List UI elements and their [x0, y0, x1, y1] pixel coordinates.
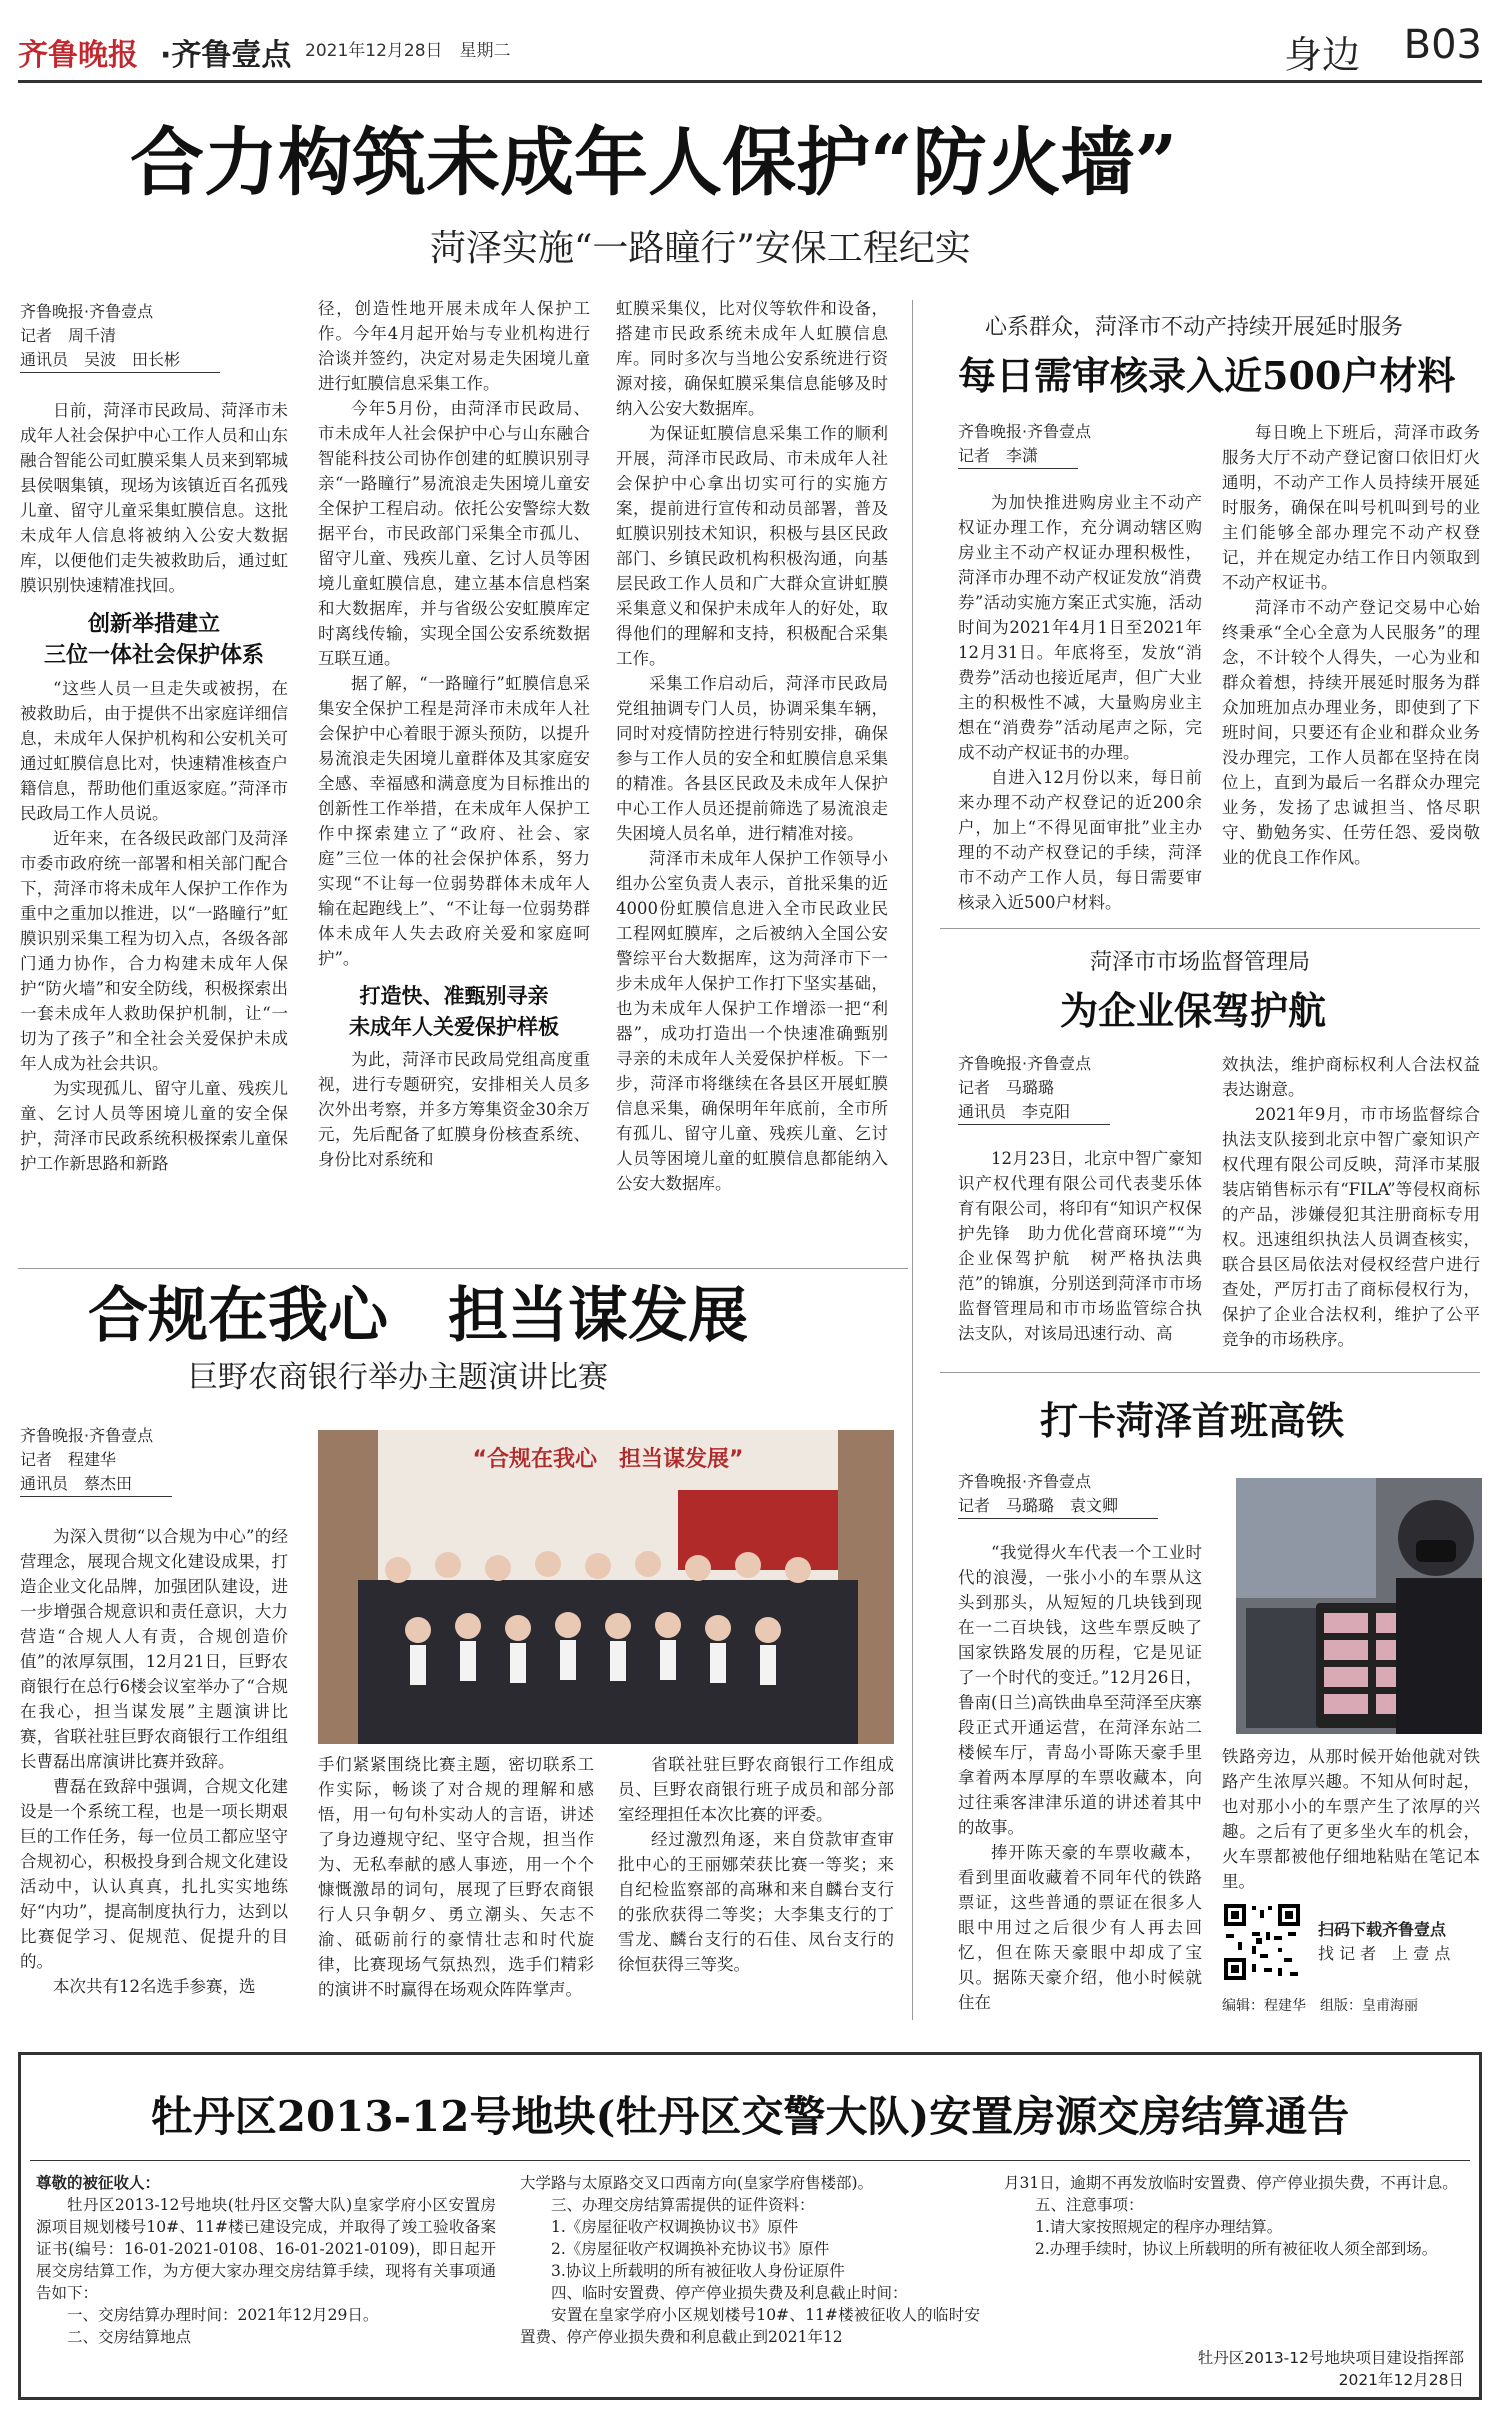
paragraph: “我觉得火车代表一个工业时代的浪漫，一张小小的车票从这头到那头，从短短的几块钱到现在一二百块钱，这些车票反映了国家铁路发展的历程，它是见证了一个时代的变迁。”12月26日，鲁南(日兰)高铁曲阜至菏泽至庆寨段正式开通运营，在菏泽东站二楼候车厅，青岛小哥陈天豪手里拿着两本厚厚的车票收藏本，向过往乘客津津乐道的讲述着其中的故事。: [958, 1543, 1202, 1837]
section-divider: [18, 1268, 908, 1269]
section-divider: [940, 928, 1480, 929]
qr-code[interactable]: [1222, 1902, 1302, 1982]
story2-byline: [958, 420, 1208, 469]
paragraph: 为此，菏泽市民政局党组高度重视，进行专题研究，安排相关人员多次外出考察，并多方筹集资金30余万元，先后配备了虹膜身份核查系统、身份比对系统和: [318, 1050, 590, 1169]
story2-col2: [1222, 420, 1480, 870]
story1-subhead2a: 打造快、准甄别寻亲: [359, 983, 549, 1008]
paragraph: 据了解，“一路瞳行”虹膜信息采集安全保护工程是菏泽市未成年人社会保护中心着眼于源头预防，以提升易流浪走失困境儿童群体及其家庭安全感、幸福感和满意度为目标推出的创新性工作举措，在未成年人保护工作中探索建立了“政府、社会、家庭”三位一体的社会保护体系，努力实现“不让每一位弱势群体未成年人输在起跑线上”、“不让每一位弱势群体未成年人失去政府关爱和家庭呵护”。: [318, 674, 590, 968]
paragraph: 2.办理手续时，协议上所载明的所有被征收人须全部到场。: [1035, 2240, 1438, 2258]
story3-title: 为企业保驾护航: [1060, 988, 1327, 1033]
paragraph: 经过激烈角逐，来自贷款审查审批中心的王丽娜荣获比赛一等奖；来自纪检监察部的高琳和来自麟台支行的张欣获得二等奖；大李集支行的丁雪龙、麟台支行的石佳、凤台支行的徐恒获得三等奖。: [618, 1830, 894, 1974]
story4-title: 打卡菏泽首班高铁: [1040, 1398, 1345, 1443]
qr-label: 扫码下载齐鲁壹点: [1318, 1920, 1447, 1939]
story2-col1: [958, 490, 1202, 915]
story2-kicker: 心系群众，菏泽市不动产持续开展延时服务: [985, 315, 1404, 340]
story4-col2: [1222, 1744, 1480, 1894]
story1-byline: [20, 300, 290, 373]
paragraph: 月31日，逾期不再发放临时安置费、停产停业损失费，不再计息。: [1004, 2174, 1458, 2192]
notice-divider: [30, 2160, 1470, 2161]
byline-source: 齐鲁晚报·齐鲁壹点: [958, 1472, 1092, 1491]
paragraph: 菏泽市不动产登记交易中心始终秉承“全心全意为人民服务”的理念，不计较个人得失，一心为业和群众着想，持续开展延时服务为群众加班加点办理业务，即使到了下班时间，只要还有企业和群众业务没办理完，工作人员都在坚持在岗位上，直到为最后一名群众办理完业务，发扬了忠诚担当、恪尽职守、勤勉务实、任劳任怨、爱岗敬业的优良工作作风。: [1222, 598, 1480, 867]
paragraph: 为保证虹膜信息采集工作的顺利开展，菏泽市民政局、市未成年人社会保护中心拿出切实可行的实施方案，提前进行宣传和动员部署，普及虹膜识别技术知识，积极与县区民政部门、乡镇民政机构积极沟通，向基层民政工作人员和广大群众宣讲虹膜采集意义和保护未成年人的好处，取得他们的理解和支持，积极配合采集工作。: [616, 424, 888, 668]
notice-salutation: 尊敬的被征收人：: [36, 2173, 161, 2192]
paragraph: 12月23日，北京中智广豪知识产权代理有限公司代表斐乐体育有限公司，将印有“知识产权保护先锋 助力优化营商环境”“为企业保驾护航 树严格执法典范”的锦旗，分别送到菏泽市市场监督管理局和市市场监管综合执法支队，对该局迅速行动、高: [958, 1149, 1202, 1343]
paragraph: 铁路旁边，从那时候开始他就对铁路产生浓厚兴趣。不知从何时起，也对那小小的车票产生了浓厚的兴趣。之后有了更多坐火车的机会，火车票都被他仔细地粘贴在笔记本里。: [1222, 1747, 1480, 1891]
story4-col1: [958, 1540, 1202, 2015]
paragraph: 效执法，维护商标权利人合法权益表达谢意。: [1222, 1055, 1480, 1099]
page-number: B03: [1403, 22, 1482, 68]
paragraph: 安置在皇家学府小区规划楼号10#、11#楼被征收人的临时安置费、停产停业损失费和利息截止到2021年12: [520, 2306, 980, 2346]
train-ticket-collector-photo: [1236, 1478, 1482, 1734]
story1-subtitle: 菏泽实施“一路瞳行”安保工程纪实: [430, 228, 971, 269]
byline-reporter: 记者 马璐璐 袁文卿: [958, 1494, 1158, 1519]
paragraph: 自进入12月份以来，每日前来办理不动产权登记的近200余户，加上“不得见面审批”业主办理的不动产权登记的手续，菏泽市不动产工作人员，每日需要审核录入近500户材料。: [958, 768, 1202, 912]
byline-correspondent: 通讯员 蔡杰田: [20, 1472, 172, 1497]
story5-subtitle: 巨野农商银行举办主题演讲比赛: [188, 1360, 608, 1395]
qr-code-icon: [1222, 1902, 1302, 1982]
paragraph: 日前，菏泽市民政局、菏泽市未成年人社会保护中心工作人员和山东融合智能公司虹膜采集人员来到郓城县侯咽集镇，现场为该镇近百名孤残儿童、留守儿童采集虹膜信息。这批未成年人信息将被纳入公安大数据库，以便他们走失被救助后，通过虹膜识别快速精准找回。: [20, 401, 288, 595]
paragraph: 捧开陈天豪的车票收藏本，看到里面收藏着不同年代的铁路票证，这些普通的票证在很多人眼中用过之后很少有人再去回忆，但在陈天豪眼中却成了宝贝。据陈天豪介绍，他小时候就住在: [958, 1843, 1202, 2012]
paragraph: 径，创造性地开展未成年人保护工作。今年4月起开始与专业机构进行洽谈并签约，决定对易走失困境儿童进行虹膜信息采集工作。: [318, 299, 590, 393]
story5-title: 合规在我心 担当谋发展: [88, 1281, 748, 1351]
byline-reporter: 记者 李潇: [958, 444, 1078, 469]
story5-col2: [318, 1752, 594, 2002]
photo-banner-text: “合规在我心 担当谋发展”: [472, 1447, 744, 1472]
notice-col1: [36, 2172, 496, 2348]
paragraph: 1.《房屋征收产权调换协议书》原件: [551, 2218, 799, 2236]
paragraph: 牡丹区2013-12号地块(牡丹区交警大队)皇家学府小区安置房源项目规划楼号10#、11#楼已建设完成，并取得了竣工验收备案证书(编号：16-01-2021-0108、16-01-2021-0109)，即日起开展交房结算工作，为方便大家办理交房结算手续，现将有关事项通告如下：: [36, 2196, 496, 2302]
story3-byline: [958, 1052, 1208, 1125]
speech-contest-photo: [318, 1430, 894, 1744]
story3-kicker: 菏泽市市场监督管理局: [1090, 950, 1311, 975]
paragraph: 2.《房屋征收产权调换补充协议书》原件: [551, 2240, 830, 2258]
paragraph: 本次共有12名选手参赛，选: [53, 1977, 256, 1996]
section-divider: [940, 1372, 1480, 1373]
paragraph: 四、临时安置费、停产停业损失费及利息截止时间：: [551, 2284, 908, 2302]
paragraph: 今年5月份，由菏泽市民政局、市未成年人社会保护中心与山东融合智能科技公司协作创建的虹膜识别寻亲“一路瞳行”易流浪走失困境儿童安全保护工程启动。依托公安警综大数据平台，市民政部门采集全市孤儿、留守儿童、残疾儿童、乞讨人员等困境儿童虹膜信息，建立基本信息档案和大数据库，并与省级公安虹膜库定时离线传输，实现全国公安系统数据互联互通。: [318, 399, 590, 668]
photo-illustration: [318, 1430, 894, 1744]
story1-title: 合力构筑未成年人保护“防火墙”: [130, 120, 1178, 206]
story2-title: 每日需审核录入近500户材料: [958, 353, 1456, 398]
qr-sublabel: 找 记 者 上 壹 点: [1318, 1944, 1451, 1963]
byline-correspondent: 通讯员 李克阳: [958, 1100, 1110, 1125]
paragraph: 三、办理交房结算需提供的证件资料：: [551, 2196, 815, 2214]
byline-reporter: 记者 周千清: [20, 326, 117, 345]
notice-col2: [520, 2172, 980, 2348]
story4-byline: [958, 1470, 1208, 1519]
story1-subhead1b: 三位一体社会保护体系: [43, 642, 264, 668]
paragraph: 虹膜采集仪，比对仪等软件和设备，搭建市民政系统未成年人虹膜信息库。同时多次与当地公安系统进行资源对接，确保虹膜采集信息能够及时纳入公安大数据库。: [616, 299, 888, 418]
byline-source: 齐鲁晚报·齐鲁壹点: [958, 422, 1092, 441]
byline-reporter: 记者 程建华: [20, 1450, 117, 1469]
byline-source: 齐鲁晚报·齐鲁壹点: [958, 1054, 1092, 1073]
paragraph: 采集工作启动后，菏泽市民政局党组抽调专门人员，协调采集车辆，同时对疫情防控进行特别安排，确保参与工作人员的安全和虹膜信息采集的精准。各县区民政及未成年人保护中心工作人员还提前筛选了易流浪走失困境人员名单，进行精准对接。: [616, 674, 888, 843]
notice-date: 2021年12月28日: [1338, 2371, 1464, 2389]
byline-reporter: 记者 马璐璐: [958, 1078, 1055, 1097]
paragraph: 为加快推进购房业主不动产权证办理工作，充分调动辖区购房业主不动产权证办理积极性，菏泽市办理不动产权证发放“消费券”活动实施方案正式实施，活动时间为2021年4月1日至2021年12月31日。年底将至，发放“消费券”活动也接近尾声，但广大业主的积极性不减，大量购房业主想在“消费券”活动尾声之际，完成不动产权证书的办理。: [958, 493, 1202, 762]
story1-col3: [616, 296, 888, 1196]
paragraph: 2021年9月，市市场监督综合执法支队接到北京中智广豪知识产权代理有限公司反映，菏泽市某服装店销售标示有“FILA”等侵权商标的产品，涉嫌侵犯其注册商标专用权。迅速组织执法人员调查核实，联合县区局依法对侵权经营户进行查处，严厉打击了商标侵权行为，保护了企业合法权利，维护了公平竞争的市场秩序。: [1222, 1105, 1480, 1349]
story1-subhead2b: 未成年人关爱保护样板: [349, 1014, 559, 1039]
story1-col1: [20, 398, 288, 1176]
story5-byline: [20, 1424, 290, 1497]
masthead-logo: 齐鲁晚报: [18, 38, 138, 73]
paragraph: 近年来，在各级民政部门及菏泽市委市政府统一部署和相关部门配合下，菏泽市将未成年人保护工作作为重中之重加以推进，以“一路瞳行”虹膜识别采集工程为切入点，各级各部门通力协作，合力构建未成年人保护“防火墙”和安全防线，积极探索出一套未成年人救助保护机制，让“一切为了孩子”和全社会关爱保护未成年人成为社会共识。: [20, 829, 288, 1073]
story1-col2: [318, 296, 590, 1172]
story3-col1: [958, 1146, 1202, 1346]
paragraph: 菏泽市未成年人保护工作领导小组办公室负责人表示，首批采集的近4000份虹膜信息进入全市民政业民工程网虹膜库，之后被纳入全国公安警综平台大数据库，这为菏泽市下一步未成年人保护工作打下坚实基础，也为未成年人保护工作增添一把“利器”，成功打造出一个快速准确甄别寻亲的未成年人关爱保护样板。下一步，菏泽市将继续在各县区开展虹膜信息采集，确保明年年底前，全市所有孤儿、留守儿童、残疾儿童、乞讨人员等困境儿童的虹膜信息都能纳入公安大数据库。: [616, 849, 888, 1193]
paragraph: 五、注意事项：: [1035, 2196, 1144, 2214]
paragraph: 省联社驻巨野农商银行工作组成员、巨野农商银行班子成员和部分部室经理担任本次比赛的评委。: [618, 1755, 894, 1824]
paragraph: 1.请大家按照规定的程序办理结算。: [1035, 2218, 1283, 2236]
byline-correspondent: 通讯员 吴波 田长彬: [20, 348, 220, 373]
paragraph: 手们紧紧围绕比赛主题，密切联系工作实际，畅谈了对合规的理解和感悟，用一句句朴实动人的言语，讲述了身边遵规守纪、坚守合规，担当作为、无私奉献的感人事迹，用一个个慷慨激昂的词句，展现了巨野农商银行人只争朝夕、勇立潮头、矢志不渝、砥砺前行的豪情壮志和时代旋律，比赛现场气氛热烈，选手们精彩的演讲不时赢得在场观众阵阵掌声。: [318, 1755, 594, 1999]
paragraph: 一、交房结算办理时间：2021年12月29日。: [67, 2306, 379, 2324]
paragraph: 二、交房结算地点: [67, 2328, 192, 2346]
story5-col3: [618, 1752, 894, 1977]
notice-title: 牡丹区2013-12号地块(牡丹区交警大队)安置房源交房结算通告: [150, 2092, 1350, 2141]
story5-col1: [20, 1524, 288, 1999]
notice-col3: [1004, 2172, 1464, 2260]
paragraph: “这些人员一旦走失或被拐，在被救助后，由于提供不出家庭详细信息，未成年人保护机构和公安机关可通过虹膜信息比对，快速精准核查户籍信息，帮助他们重返家庭。”菏泽市民政局工作人员说。: [20, 679, 288, 823]
story3-col2: [1222, 1052, 1480, 1352]
header-rule: [18, 80, 1482, 83]
paragraph: 曹磊在致辞中强调，合规文化建设是一个系统工程，也是一项长期艰巨的工作任务，每一位员工都应坚守合规初心，积极投身到合规文化建设活动中，认认真真，扎扎实实地练好“内功”，提高制度执行力，达到以比赛促学习、促规范、促提升的目的。: [20, 1777, 288, 1971]
notice-signer: 牡丹区2013-12号地块项目建设指挥部: [1197, 2349, 1464, 2367]
paragraph: 3.协议上所载明的所有被征收人身份证原件: [551, 2262, 845, 2280]
byline-source: 齐鲁晚报·齐鲁壹点: [20, 1426, 154, 1445]
paragraph: 大学路与太原路交叉口西南方向(皇家学府售楼部)。: [520, 2174, 874, 2192]
paragraph: 每日晚上下班后，菏泽市政务服务大厅不动产登记窗口依旧灯火通明，不动产工作人员持续开展延时服务，确保在叫号机叫到号的业主们能够全部办理完不动产权登记，并在规定办结工作日内领取到不动产权证书。: [1222, 423, 1480, 592]
byline-source: 齐鲁晚报·齐鲁壹点: [20, 302, 154, 321]
story1-subhead1a: 创新举措建立: [87, 611, 220, 637]
issue-date: 2021年12月28日 星期二: [305, 41, 511, 61]
editor-credit: 编辑：程建华 组版：皇甫海丽: [1222, 1998, 1418, 2014]
masthead-logo-secondary: ·齐鲁壹点: [160, 38, 292, 73]
section-name: 身边: [1283, 33, 1360, 77]
paragraph: 为实现孤儿、留守儿童、残疾儿童、乞讨人员等困境儿童的安全保护，菏泽市民政系统积极探索儿童保护工作新思路和新路: [20, 1079, 288, 1173]
column-divider: [912, 300, 913, 2020]
photo-illustration: [1236, 1478, 1482, 1734]
paragraph: 为深入贯彻“以合规为中心”的经营理念，展现合规文化建设成果，打造企业文化品牌，加强团队建设，进一步增强合规意识和责任意识，大力营造“合规人人有责，合规创造价值”的浓厚氛围，12月21日，巨野农商银行在总行6楼会议室举办了“合规在我心，担当谋发展”主题演讲比赛，省联社驻巨野农商银行工作组组长曹磊出席演讲比赛并致辞。: [20, 1527, 288, 1771]
